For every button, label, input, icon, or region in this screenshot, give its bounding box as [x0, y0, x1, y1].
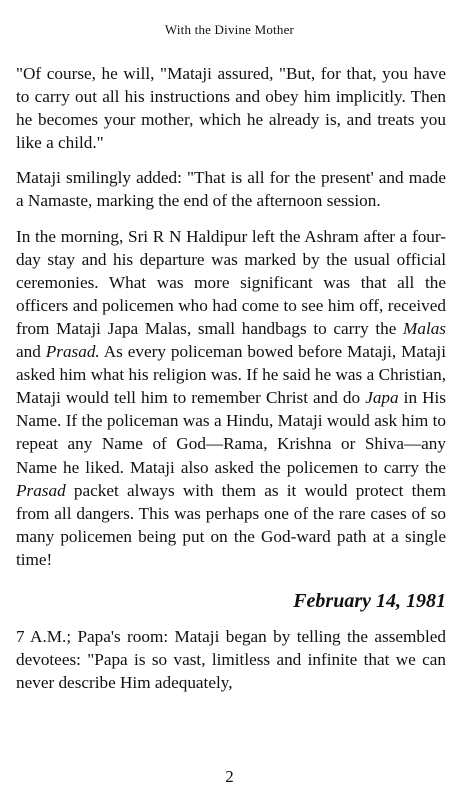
dateline: February 14, 1981 [293, 589, 446, 612]
body-text [16, 62, 446, 706]
running-head: With the Divine Mother [164, 22, 295, 37]
italic-term: Malas [403, 318, 446, 338]
text-run: and [16, 342, 46, 362]
page-number: 2 [225, 767, 234, 786]
paragraph-1 [16, 62, 446, 154]
paragraph-3 [16, 225, 446, 571]
italic-term: Prasad [16, 480, 66, 500]
text-run: In the morning, Sri R N Haldipur left the Ashram after a four-day stay and his departure was marked by the usual official ceremonies. What was more significant was that all the officers and policemen who had come to see him off, received from Mataji Japa Malas, small handbags to carry the [16, 226, 446, 338]
text-run: As every policeman bowed before Mataji, Mataji asked him what his religion was. If he said he was a Christian, Mataji would tell him to remember Christ and do [16, 342, 446, 408]
text-run: Mataji smilingly added: "That is all for the present' and made a Namaste, marking the end of the afternoon session. [16, 168, 446, 211]
paragraph-2 [16, 166, 446, 212]
text-run: "Of course, he will, "Mataji assured, "But, for that, you have to carry out all his instructions and obey him implicitly. Then he becomes your mother, which he already is, and treats you like a child." [16, 64, 446, 153]
italic-term: Japa [365, 388, 399, 408]
text-run: in His Name. If the policeman was a Hindu, Mataji would ask him to repeat any Name of God—Rama, Krishna or Shiva—any Name he liked. Mataji also asked the policemen to carry the [16, 388, 446, 477]
paragraph-4: 7 A.M.; Papa's room: Mataji began by telling the assembled devotees: "Papa is so vast, limitless and infinite that we can never describe Him adequately, [16, 626, 446, 693]
text-run: packet always with them as it would protect them from all dangers. This was perhaps one of the rare cases of so many policemen being put on the God-ward path at a single time! [16, 480, 446, 569]
italic-term: Prasad. [45, 342, 100, 362]
